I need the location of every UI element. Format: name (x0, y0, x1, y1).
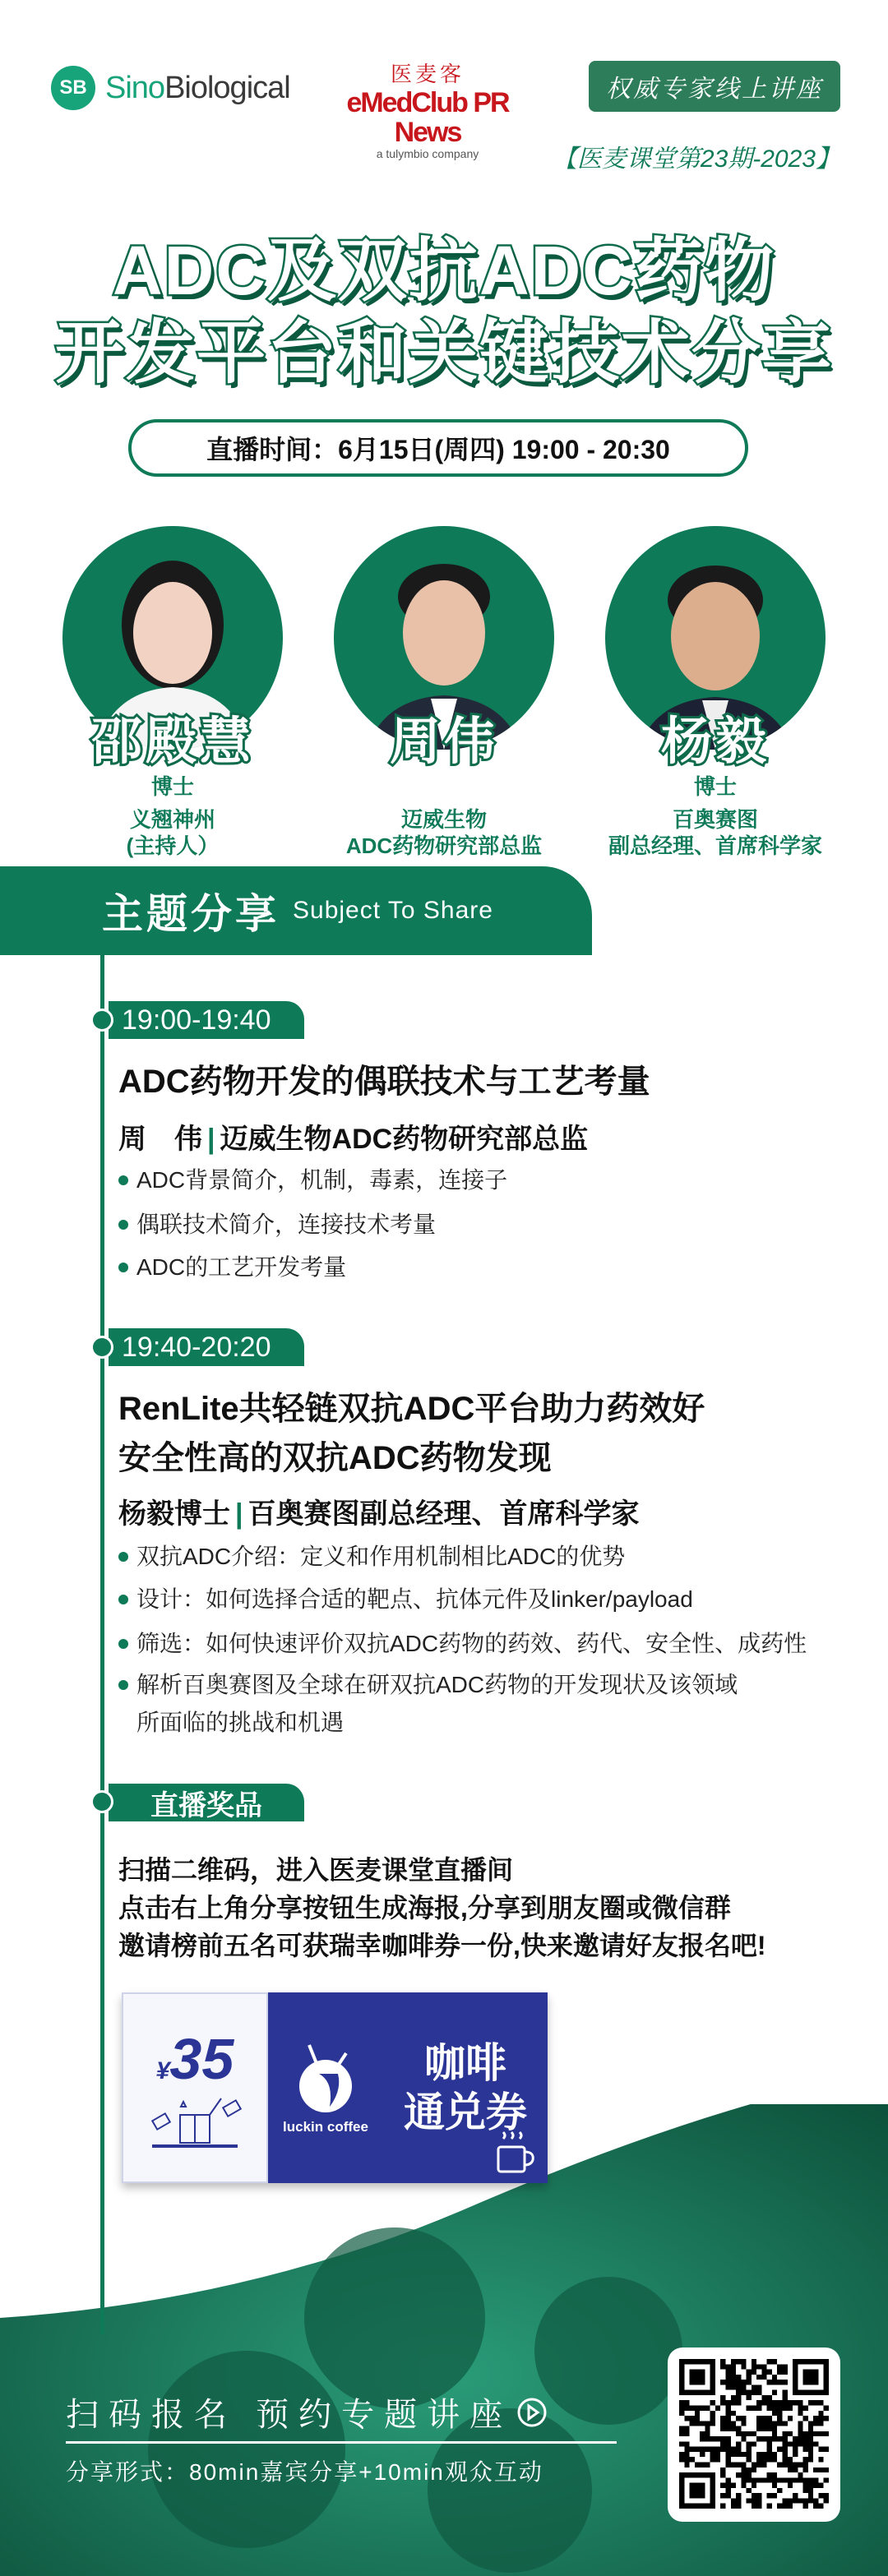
speaker-role: 百奥赛图副总经理、首席科学家 (247, 1498, 640, 1530)
speaker-card (321, 526, 567, 859)
bullet-icon (118, 1639, 128, 1649)
timeline-dot (90, 1009, 113, 1032)
logo-sino: Sino (105, 70, 165, 105)
talk-speaker: 周 伟 | 迈威生物ADC药物研究部总监 (118, 1124, 589, 1155)
speaker-name: 杨毅 (660, 713, 770, 770)
speaker-name: 周伟 (389, 713, 498, 770)
speaker-org: 迈威生物 (400, 807, 487, 832)
sino-biological-logo (51, 66, 290, 110)
emedclub-logo (321, 58, 534, 160)
speaker-title: 博士 (693, 774, 737, 799)
bullet-icon (118, 1220, 128, 1230)
talk-title: RenLite共轻链双抗ADC平台助力药效好 (118, 1391, 705, 1427)
emedclub-sub: a tulymbio company (376, 147, 479, 160)
speaker-org: 百奥赛图 (672, 807, 758, 832)
luckin-deer-icon (293, 2041, 358, 2115)
talk-title: 安全性高的双抗ADC药物发现 (118, 1440, 552, 1476)
bullet-item: ADC的工艺开发考量 (118, 1251, 346, 1284)
bullet-icon (118, 1263, 128, 1272)
coffee-cup-icon (495, 2129, 536, 2175)
speaker-role: 迈威生物ADC药物研究部总监 (220, 1124, 589, 1155)
time-tag: 19:00-19:40 (109, 1001, 304, 1039)
section-title-en: Subject To Share (293, 897, 493, 924)
time-tag: 19:40-20:20 (109, 1328, 304, 1366)
prize-text: 点击右上角分享按钮生成海报,分享到朋友圈或微信群 (118, 1893, 731, 1923)
speaker-org: 义翘神州 (129, 807, 215, 832)
talk-speaker: 杨毅博士 | 百奥赛图副总经理、首席科学家 (118, 1498, 640, 1530)
speaker-role: (主持人） (126, 833, 220, 858)
timeline-dot (90, 1790, 113, 1813)
coupon-brand: luckin coffee (283, 2118, 368, 2135)
bullet-item: 解析百奥赛图及全球在研双抗ADC药物的开发现状及该领域 (118, 1669, 738, 1701)
qr-code[interactable] (668, 2347, 840, 2522)
broadcast-time: 直播时间：6月15日(周四) 19:00 - 20:30 (128, 419, 748, 477)
bullet-item: 筛选：如何快速评价双抗ADC药物的药效、药代、安全性、成药性 (118, 1627, 807, 1660)
qr-code-pattern (679, 2359, 829, 2509)
speaker-name: 邵殿慧 (90, 713, 254, 770)
coffee-coupon (122, 1992, 548, 2183)
coupon-amount: ¥35 (155, 2027, 234, 2091)
speaker-name: 周 伟 (118, 1124, 202, 1155)
title-line-2: 开发平台和关键技术分享 (54, 314, 833, 391)
bullet-item: 设计：如何选择合适的靶点、抗体元件及linker/payload (118, 1583, 693, 1616)
timeline-dot (90, 1336, 113, 1359)
prize-text: 邀请榜前五名可获瑞幸咖啡券一份,快来邀请好友报名吧! (118, 1931, 766, 1960)
speaker-role: ADC药物研究部总监 (345, 833, 543, 858)
prize-text: 扫描二维码，进入医麦课堂直播间 (118, 1855, 514, 1885)
emedclub-en: eMedClub PR News (346, 87, 509, 148)
register-cta[interactable]: 扫码报名 预约专题讲座 (66, 2389, 548, 2435)
coupon-line-1: 咖啡 (424, 2040, 506, 2086)
bullet-item: 双抗ADC介绍：定义和作用机制相比ADC的优势 (118, 1540, 625, 1573)
speaker-card (592, 526, 839, 859)
speaker-role: 副总经理、首席科学家 (608, 833, 822, 858)
logo-biological: Biological (164, 70, 290, 105)
share-format: 分享形式：80min嘉宾分享+10min观众互动 (66, 2459, 543, 2485)
cta-underline (66, 2441, 617, 2444)
bullet-icon (118, 1552, 128, 1562)
bullet-icon (118, 1595, 128, 1604)
speaker-title: 博士 (150, 774, 194, 799)
gift-box-icon (146, 2092, 244, 2149)
bullet-icon (118, 1175, 128, 1185)
talk-title: ADC药物开发的偶联技术与工艺考量 (118, 1064, 650, 1100)
bullet-continuation: 所面临的挑战和机遇 (136, 1710, 345, 1735)
section-title-cn: 主题分享 (102, 891, 280, 937)
bullet-icon (118, 1680, 128, 1690)
play-circle-icon (516, 2396, 548, 2429)
section-header (0, 866, 592, 955)
title-line-1: ADC及双抗ADC药物 (113, 232, 775, 309)
prize-tag: 直播奖品 (109, 1784, 304, 1821)
speaker-card (49, 526, 296, 859)
bullet-item: ADC背景简介，机制，毒素，连接子 (118, 1164, 507, 1197)
issue-label: 【医麦课堂第23期-2023】 (552, 145, 840, 173)
bullet-item: 偶联技术简介，连接技术考量 (118, 1208, 436, 1241)
sb-logo-mark: SB (51, 66, 95, 110)
timeline-line (100, 953, 104, 2334)
coupon-line-2: 通兑券 (404, 2089, 527, 2135)
expert-lecture-badge: 权威专家线上讲座 (589, 61, 840, 112)
emedclub-cn: 医麦客 (390, 62, 465, 86)
speaker-name: 杨毅博士 (118, 1498, 230, 1530)
